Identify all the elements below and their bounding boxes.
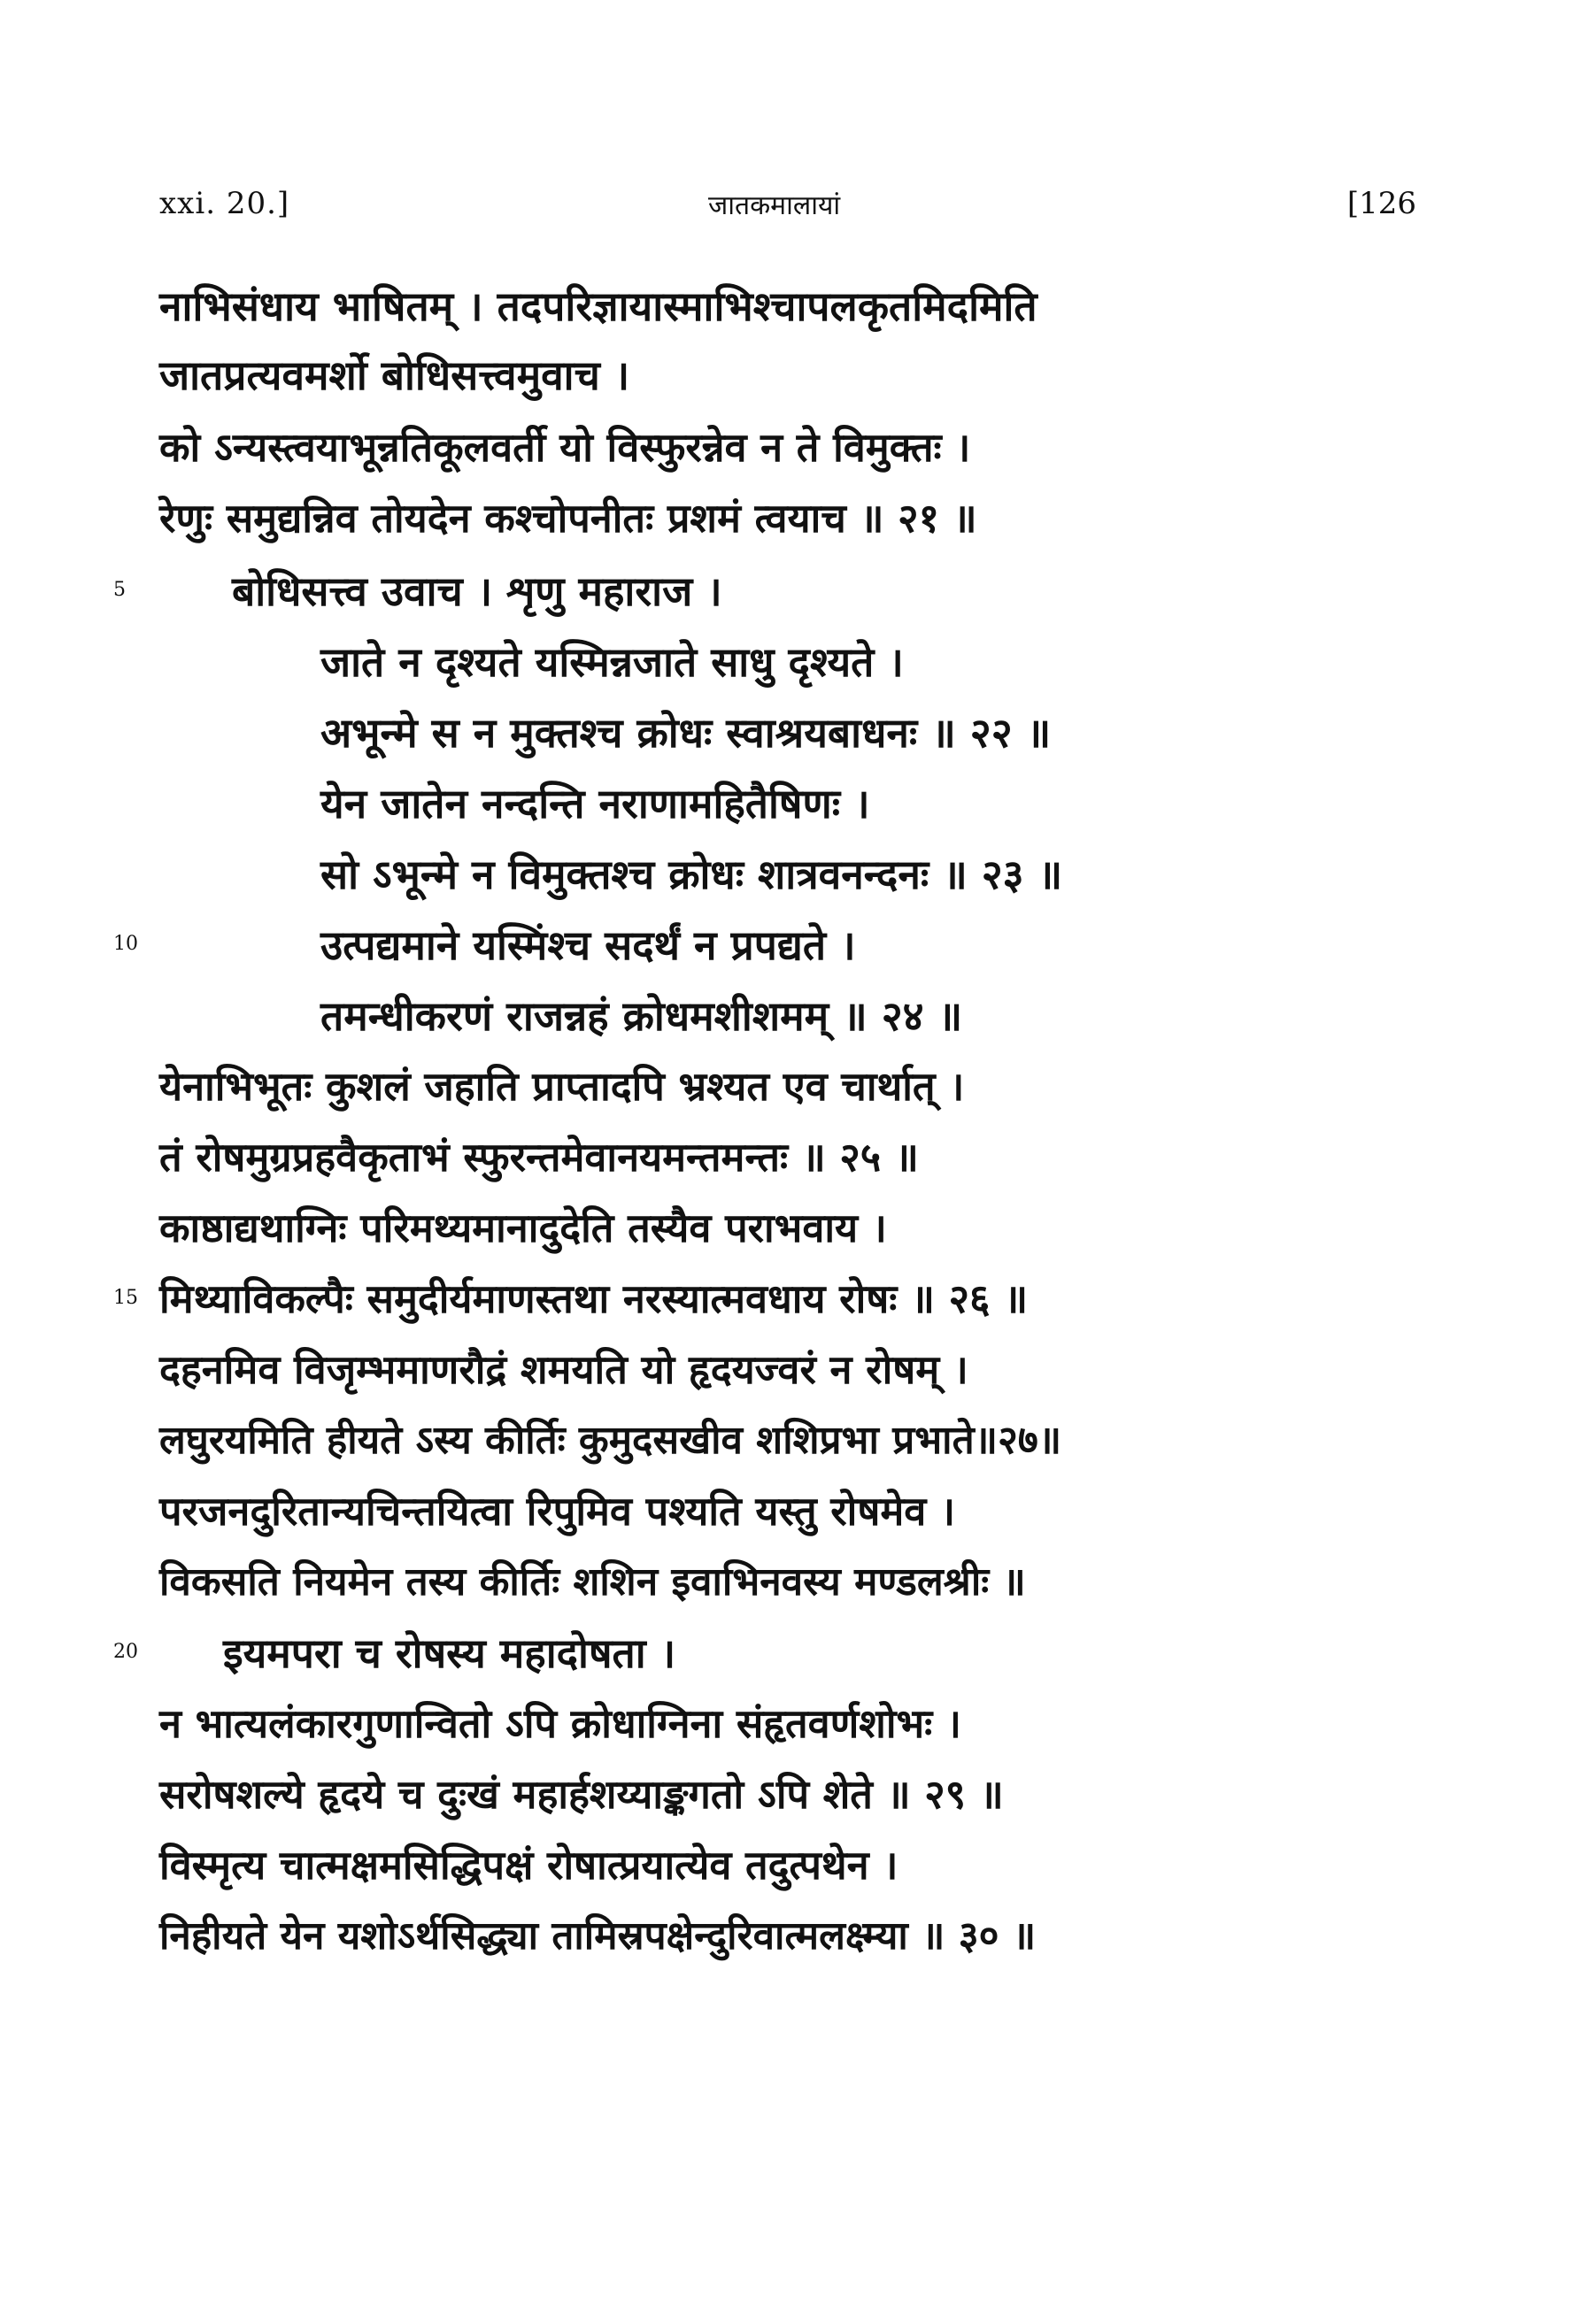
verse-line-27a: दहनमिव विजृम्भमाणरौद्रं शमयति यो हृदयज्वरं न रोषम् ।	[159, 1346, 968, 1393]
verse-line-27b: लघुरयमिति हीयते ऽस्य कीर्तिः कुमुदसखीव शशिप्रभा प्रभाते॥२७॥	[159, 1418, 1062, 1463]
line-number-20: 20	[113, 1641, 138, 1663]
text-line-2: जातप्रत्यवमर्शो बोधिसत्त्वमुवाच ।	[159, 351, 630, 399]
verse-line-25b: तं रोषमुग्रप्रहवैकृताभं स्फुरन्तमेवानयमन्तमन्तः ॥ २५ ॥	[159, 1134, 919, 1181]
verse-line-25a: येनाभिभूतः कुशलं जहाति प्राप्तादपि भ्रश्यत एव चार्थात् ।	[159, 1063, 965, 1110]
verse-line-26b: मिथ्याविकल्पैः समुदीर्यमाणस्तथा नरस्यात्मवधाय रोषः ॥ २६ ॥	[159, 1275, 1029, 1322]
text-line-1: नाभिसंधाय भाषितम् । तदपरिज्ञायास्माभिश्चापलकृतमिदमिति	[159, 282, 1037, 330]
running-title: जातकमालायां	[708, 190, 841, 221]
verse-line-26a: काष्ठाद्यथाग्निः परिमथ्यमानादुदेति तस्यैव पराभवाय ।	[159, 1204, 887, 1251]
verse-line-22b: अभून्मे स न मुक्तश्च क्रोधः स्वाश्रयबाधनः ॥ २२ ॥	[320, 709, 1052, 757]
verse-line-23b: सो ऽभून्मे न विमुक्तश्च क्रोधः शात्रवनन्दनः ॥ २३ ॥	[320, 850, 1063, 898]
prose-line-20: इयमपरा च रोषस्य महादोषता ।	[223, 1629, 676, 1677]
line-number-5: 5	[113, 579, 126, 601]
verse-line-28b: विकसति नियमेन तस्य कीर्तिः शशिन इवाभिनवस्य मण्डलश्रीः ॥	[159, 1559, 1026, 1604]
verse-line-28a: परजनदुरितान्यचिन्तयित्वा रिपुमिव पश्यति यस्तु रोषमेव ।	[159, 1488, 955, 1535]
verse-line-29b: सरोषशल्ये हृदये च दुःखं महार्हशय्याङ्कगतो ऽपि शेते ॥ २९ ॥	[159, 1771, 1004, 1818]
page-header	[159, 186, 1416, 239]
verse-line-23a: येन जातेन नन्दन्ति नराणामहितैषिणः ।	[320, 780, 870, 827]
verse-line-21a: को ऽन्यस्त्वयाभून्नतिकूलवर्ती यो विस्फुरन्नेव न ते विमुक्तः ।	[159, 424, 971, 471]
verse-line-29a: न भात्यलंकारगुणान्वितो ऽपि क्रोधाग्निना संहृतवर्णशोभः ।	[159, 1700, 961, 1747]
line-number-15: 15	[113, 1287, 138, 1309]
verse-line-30a: विस्मृत्य चात्मक्षमसिद्धिपक्षं रोषात्प्रयात्येव तदुत्पथेन ।	[159, 1842, 898, 1889]
verse-line-21b: रेणुः समुद्यन्निव तोयदेन कश्चोपनीतः प्रशमं त्वयाच ॥ २१ ॥	[159, 495, 977, 542]
verse-line-24a: उत्पद्यमाने यस्मिंश्च सदर्थं न प्रपद्यते ।	[320, 921, 856, 969]
line-number-10: 10	[113, 933, 138, 955]
prose-line-5: बोधिसत्त्व उवाच । शृणु महाराज ।	[232, 567, 722, 615]
chapter-verse-ref: xxi. 20.]	[159, 186, 290, 221]
verse-line-30b: निहीयते येन यशोऽर्थसिद्ध्या तामिस्रपक्षेन्दुरिवात्मलक्ष्म्या ॥ ३० ॥	[159, 1913, 1037, 1958]
verse-line-24b: तमन्धीकरणं राजन्नहं क्रोधमशीशमम् ॥ २४ ॥	[320, 992, 963, 1040]
page-number: [126	[1346, 186, 1416, 221]
verse-line-22a: जाते न दृश्यते यस्मिन्नजाते साधु दृश्यते ।	[320, 638, 904, 686]
